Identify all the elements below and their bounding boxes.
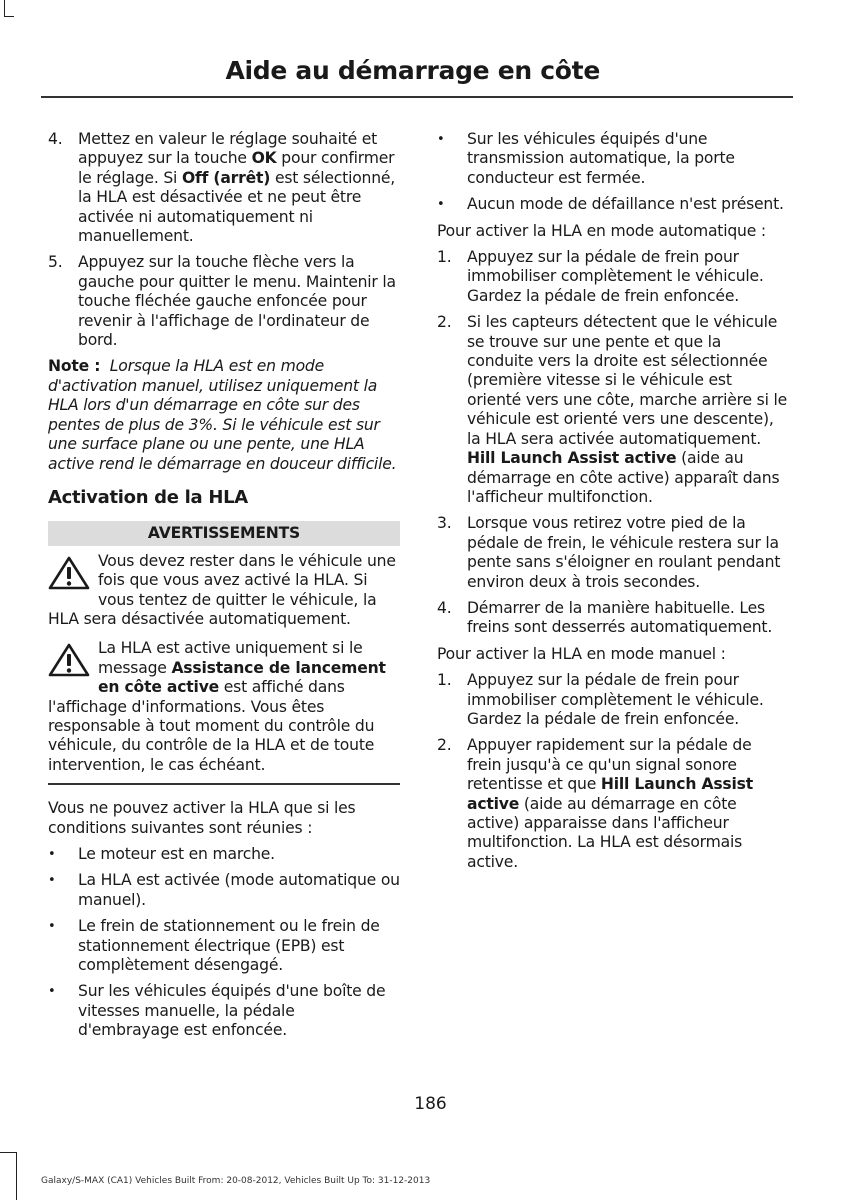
crop-mark-bottom-h — [0, 1152, 16, 1153]
manual-mode-intro: Pour activer la HLA en mode manuel : — [437, 644, 726, 663]
step-text: Démarrer de la manière habituelle. Les freins sont desserrés automatiquement. — [467, 598, 773, 637]
step-number: 4. — [48, 130, 63, 148]
note — [48, 357, 400, 473]
step-number: 4. — [437, 598, 452, 617]
list-item — [437, 313, 789, 507]
step-text: pour confirmer le réglage. Si — [78, 149, 395, 187]
section-title: Activation de la HLA — [48, 486, 248, 508]
step-number: 1. — [437, 248, 452, 267]
hill-launch-label: Hill Launch Assist active — [467, 449, 677, 468]
list-item — [437, 671, 789, 729]
auto-mode-intro: Pour activer la HLA en mode automatique : — [437, 221, 766, 240]
step-text: Lorsque vous retirez votre pied de la pédale de frein, le véhicule restera sur la pente sans s'éloigner en roulant pendant environ deux à trois secondes. — [467, 514, 781, 591]
bullet: • — [437, 197, 445, 213]
step-text: Appuyez sur la touche flèche vers la gauche pour quitter le menu. Maintenir la touche fléchée gauche enfoncée pour revenir à l'affichage de l'ordinateur de bord. — [78, 253, 396, 350]
step-number: 2. — [437, 736, 452, 755]
conditions-intro: Vous ne pouvez activer la HLA que si les conditions suivantes sont réunies : — [48, 799, 356, 837]
right-column — [437, 130, 789, 879]
step-text: Si les capteurs détectent que le véhicule se trouve sur une pente et que la conduite vers la droite est sélectionnée (première vitesse si le véhicule est orienté vers une côte, marche arrière si le véhicule est orienté vers une descente), la HLA sera activée automatiquement. — [467, 313, 788, 448]
step-text: Appuyez sur la pédale de frein pour immobiliser complètement le véhicule. Gardez la pédale de frein enfoncée. — [467, 671, 764, 728]
footer-text: Galaxy/S-MAX (CA1) Vehicles Built From: 20-08-2012, Vehicles Built Up To: 31-12-2013 — [41, 1176, 431, 1186]
bullet: • — [48, 984, 56, 1000]
bullet-item — [437, 130, 789, 188]
warning-message-name: Assistance de lancement en côte active — [98, 658, 386, 697]
bullet-text: Le moteur est en marche. — [78, 845, 275, 863]
step-number: 3. — [437, 514, 452, 533]
step-text: (aide au démarrage en côte active) apparaît dans l'afficheur multifonction. — [467, 449, 780, 506]
bullet-text: Le frein de stationnement ou le frein de stationnement électrique (EPB) est complètement désengagé. — [78, 917, 380, 975]
hill-launch-label: Hill Launch Assist active — [467, 775, 753, 813]
warnings-header: AVERTISSEMENTS — [48, 521, 400, 545]
step-text: Appuyer rapidement sur la pédale de frein jusqu'à ce qu'un signal sonore retentisse et que — [467, 736, 752, 794]
step-text: est sélectionné, la HLA est désactivée et ne peut être activée ni automatiquement ni manuellement. — [78, 168, 396, 246]
bullet-text: Sur les véhicules équipés d'une transmission automatique, la porte conducteur est fermée. — [467, 130, 735, 187]
warning-block — [48, 639, 400, 775]
crop-mark-top-h — [4, 16, 14, 17]
bullet-item — [48, 917, 400, 975]
warning-block — [48, 552, 400, 630]
step-text: (aide au démarrage en côte active) apparaisse dans l'afficheur multifonction. La HLA est désormais active. — [467, 794, 743, 871]
warnings-divider — [48, 783, 400, 785]
ok-label: OK — [251, 149, 277, 168]
bullet-item — [48, 982, 400, 1040]
step-number: 2. — [437, 313, 452, 332]
list-item — [437, 736, 789, 872]
list-item — [48, 130, 400, 246]
page-title: Aide au démarrage en côte — [225, 56, 600, 85]
crop-mark-bottom-v — [16, 1152, 17, 1200]
bullet-text: La HLA est activée (mode automatique ou manuel). — [78, 871, 400, 909]
warning-text: est affiché dans l'affichage d'informations. Vous êtes responsable à tout moment du contrôle du véhicule, du contrôle de la HLA et de toute intervention, le cas échéant. — [48, 678, 375, 774]
list-item — [437, 248, 789, 306]
bullet: • — [437, 132, 445, 147]
bullet-text: Aucun mode de défaillance n'est présent. — [467, 195, 784, 214]
step-number: 1. — [437, 671, 452, 690]
note-label: Note : — [48, 357, 101, 376]
bullet: • — [48, 847, 56, 862]
bullet-item — [48, 845, 400, 864]
warning-text: Vous devez rester dans le véhicule une fois que vous avez activé la HLA. Si vous tentez de quitter le véhicule, la HLA sera désactivée automatiquement. — [48, 551, 396, 628]
bullet-item — [437, 195, 789, 214]
list-item — [48, 253, 400, 350]
header-divider — [41, 96, 793, 98]
step-number: 5. — [48, 253, 63, 272]
bullet: • — [48, 919, 56, 935]
bullet: • — [48, 873, 56, 889]
warning-triangle-icon — [48, 643, 90, 677]
off-label: Off (arrêt) — [181, 168, 271, 187]
page-number: 186 — [414, 1094, 447, 1114]
step-text: Appuyez sur la pédale de frein pour immobiliser complètement le véhicule. Gardez la pédale de frein enfoncée. — [467, 248, 764, 305]
list-item — [437, 514, 789, 592]
bullet-item — [48, 871, 400, 910]
crop-mark-top-v — [4, 0, 5, 16]
bullet-text: Sur les véhicules équipés d'une boîte de vitesses manuelle, la pédale d'embrayage est enfoncée. — [78, 982, 386, 1040]
step-text: Mettez en valeur le réglage souhaité et appuyez sur la touche — [78, 130, 378, 168]
warning-triangle-icon — [48, 556, 90, 590]
warning-text: La HLA est active uniquement si le message — [98, 639, 363, 677]
note-text: Lorsque la HLA est en mode d'activation manuel, utilisez uniquement la HLA lors d'un démarrage en côte sur des pentes de plus de 3%. Si le véhicule est sur une surface plane ou une pente, une HLA active rend le démarrage en douceur difficile. — [48, 357, 397, 473]
list-item — [437, 599, 789, 638]
left-column — [48, 130, 400, 1048]
